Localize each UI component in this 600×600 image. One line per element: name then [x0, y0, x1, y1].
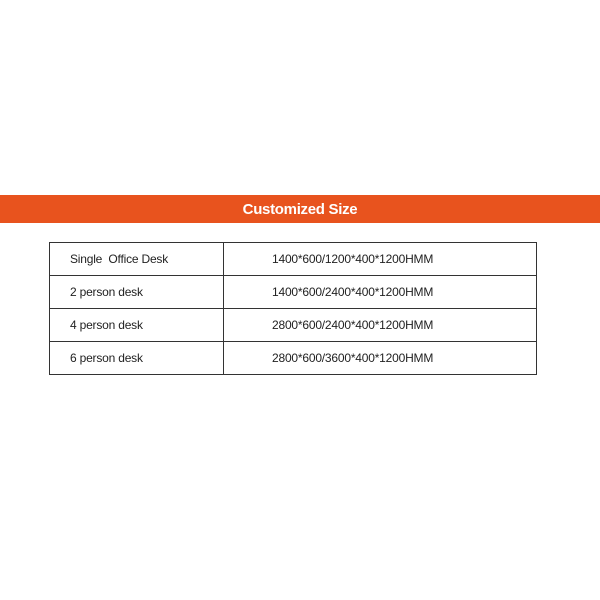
- banner-title: Customized Size: [242, 200, 358, 218]
- table-row: [50, 309, 537, 342]
- section-banner: [0, 195, 600, 223]
- desk-name-cell: 6 person desk: [50, 342, 224, 375]
- desk-size-cell: 1400*600/2400*400*1200HMM: [224, 276, 537, 309]
- desk-size-cell: 2800*600/2400*400*1200HMM: [224, 309, 537, 342]
- desk-name-cell: 4 person desk: [50, 309, 224, 342]
- desk-name-cell: 2 person desk: [50, 276, 224, 309]
- desk-name-cell: Single Office Desk: [50, 243, 224, 276]
- table-row: [50, 342, 537, 375]
- desk-size-cell: 1400*600/1200*400*1200HMM: [224, 243, 537, 276]
- size-table: [49, 242, 537, 375]
- desk-size-cell: 2800*600/3600*400*1200HMM: [224, 342, 537, 375]
- table-row: [50, 276, 537, 309]
- table-row: [50, 243, 537, 276]
